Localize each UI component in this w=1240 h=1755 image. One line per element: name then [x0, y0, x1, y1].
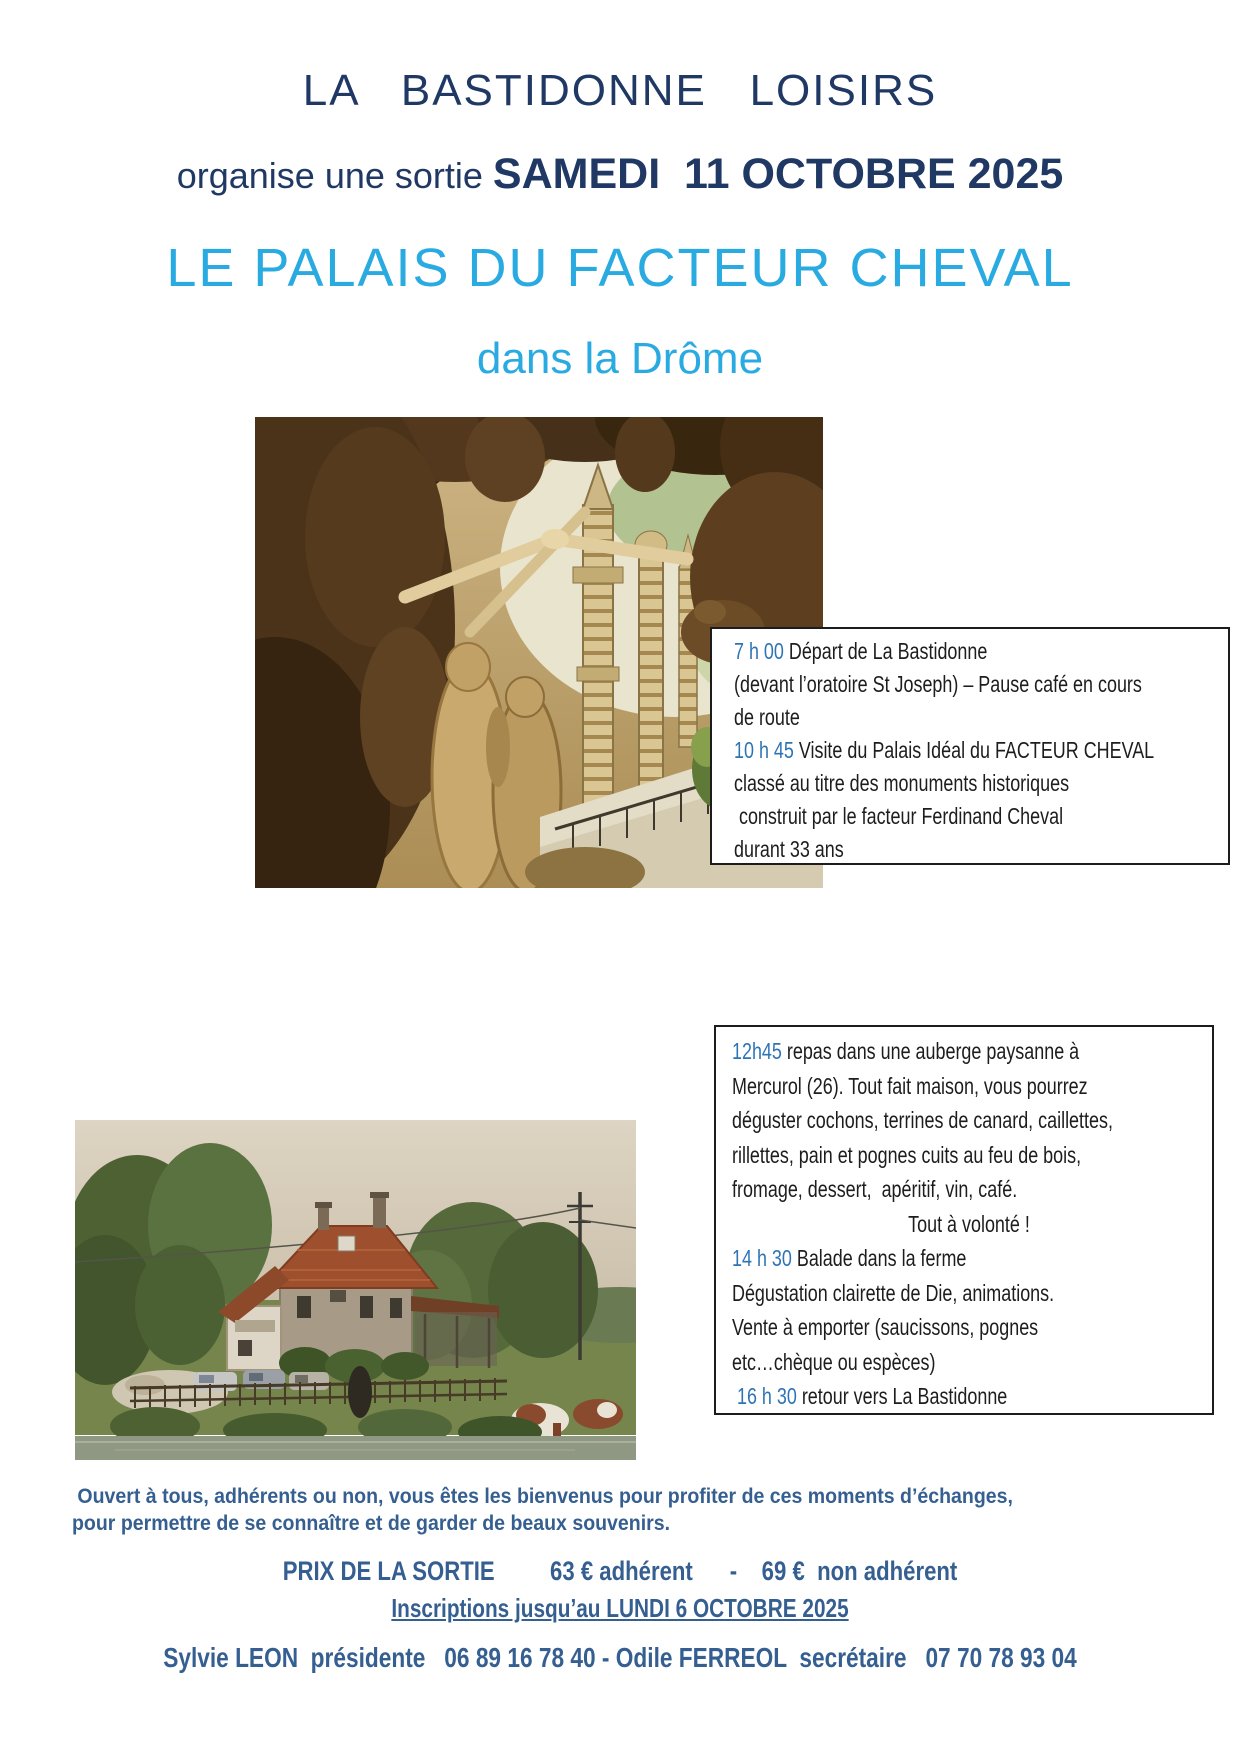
line-text: Vente à emporter (saucissons, pognes	[732, 1314, 1039, 1340]
line-text: (devant l’oratoire St Joseph) – Pause café en cours	[734, 671, 1142, 697]
line-text: rillettes, pain et pognes cuits au feu de bois,	[732, 1141, 1082, 1168]
schedule-line	[732, 1345, 1102, 1380]
schedule-line	[734, 833, 1115, 866]
destination-region: dans la Drôme	[476, 334, 764, 383]
schedule-afternoon-box	[714, 1025, 1214, 1415]
registration-deadline: Inscriptions jusqu’au LUNDI 6 OCTOBRE 2025	[391, 1593, 849, 1623]
schedule-line	[732, 1138, 1102, 1173]
schedule-line	[734, 701, 1115, 734]
schedule-line	[732, 1241, 1102, 1276]
line-text: Mercurol (26). Tout fait maison, vous pourrez	[732, 1072, 1088, 1099]
schedule-line	[734, 668, 1142, 701]
schedule-line	[732, 1310, 1102, 1345]
destination-title: LE PALAIS DU FACTEUR CHEVAL	[166, 238, 1074, 298]
line-text: retour vers La Bastidonne	[796, 1383, 1008, 1409]
welcome-line: pour permettre de se connaître et de garder de beaux souvenirs.	[72, 1511, 671, 1535]
price-line: PRIX DE LA SORTIE 63 € adhérent - 69 € non adhérent	[282, 1556, 958, 1586]
welcome-paragraph	[72, 1484, 1013, 1537]
schedule-line	[732, 1276, 1102, 1311]
line-text: durant 33 ans	[734, 836, 844, 862]
time-label: 7 h 00	[734, 638, 784, 664]
time-label: 12h45	[732, 1038, 782, 1064]
schedule-line	[732, 1103, 1113, 1138]
schedule-line-highlight	[784, 1207, 1154, 1242]
line-text: Dégustation clairette de Die, animations.	[732, 1279, 1055, 1306]
line-text: déguster cochons, terrines de canard, caillettes,	[732, 1107, 1113, 1133]
line-text: fromage, dessert, apéritif, vin, café.	[732, 1176, 1018, 1202]
line-text: construit par le facteur Ferdinand Cheval	[734, 803, 1064, 829]
schedule-line	[734, 767, 1115, 800]
line-text: Tout à volonté !	[908, 1210, 1030, 1237]
time-label: 16 h 30	[732, 1383, 797, 1409]
contacts-line: Sylvie LEON présidente 06 89 16 78 40 - Odile FERREOL secrétaire 07 70 78 93 04	[163, 1642, 1077, 1673]
association-title: LA BASTIDONNE LOISIRS	[302, 66, 938, 115]
auberge-paysanne-photo	[75, 1120, 636, 1460]
outing-date: SAMEDI 11 OCTOBRE 2025	[492, 150, 1064, 198]
schedule-line	[732, 1069, 1102, 1104]
outing-subtitle	[0, 150, 1240, 199]
welcome-line: Ouvert à tous, adhérents ou non, vous êtes les bienvenus pour profiter de ces moments d’échanges,	[72, 1485, 1013, 1508]
line-text: etc…chèque ou espèces)	[732, 1348, 936, 1375]
schedule-line	[732, 1172, 1102, 1207]
line-text: Visite du Palais Idéal du FACTEUR CHEVAL	[793, 737, 1155, 763]
time-label: 10 h 45	[734, 737, 794, 763]
schedule-line	[734, 800, 1115, 833]
line-text: de route	[734, 704, 800, 730]
line-text: repas dans une auberge paysanne à	[781, 1038, 1080, 1064]
line-text: Départ de La Bastidonne	[783, 638, 988, 664]
line-text: classé au titre des monuments historiques	[734, 770, 1070, 796]
time-label: 14 h 30	[732, 1245, 792, 1271]
schedule-line	[734, 734, 1155, 767]
schedule-morning-box	[710, 627, 1230, 865]
schedule-line	[732, 1034, 1102, 1069]
line-text: Balade dans la ferme	[791, 1245, 967, 1271]
schedule-line	[732, 1379, 1102, 1414]
subtitle-prefix: organise une sortie	[176, 155, 493, 196]
schedule-line	[734, 635, 1115, 668]
